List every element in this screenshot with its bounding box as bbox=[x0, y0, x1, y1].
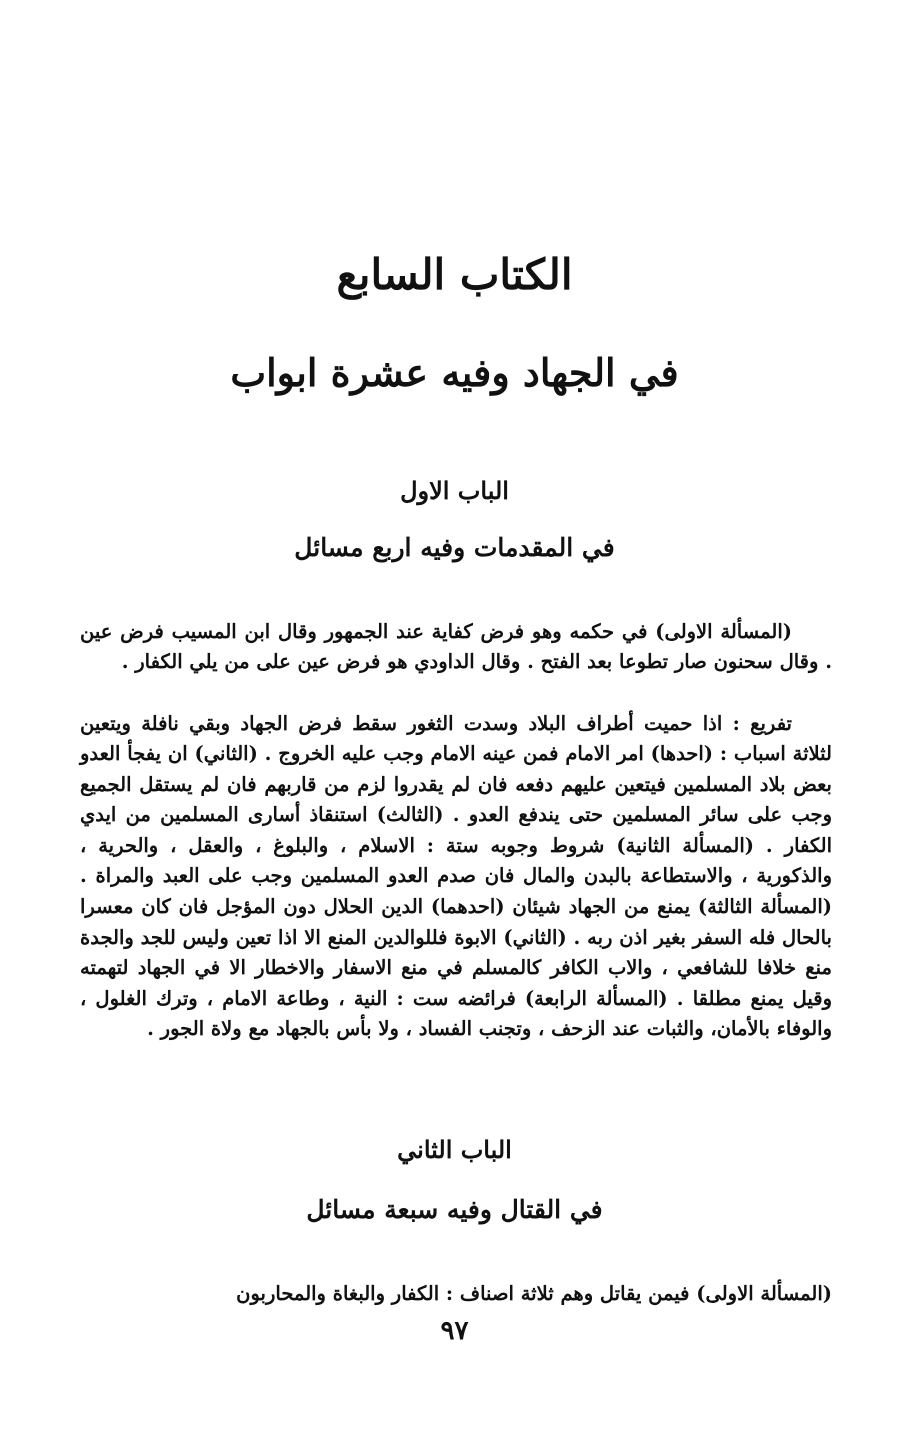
chapter-1-paragraph-2: تفريع : اذا حميت أطراف البلاد وسدت الثغور سقط فرض الجهاد وبقي نافلة ويتعين لثلاثة اسباب : (احدها) امر الامام فمن عينه الامام وجب عليه الخروج . (الثاني) ان يفجأ العدو بعض بلاد المسلمين فيتعين عليهم دفعه فان لم يقدروا لزم من قاربهم فان لم يستقل الجميع وجب على سائر المسلمين حتى يندفع العدو . (الثالث) استنقاذ أسارى المسلمين من ايدي الكفار . (المسألة الثانية) شروط وجوبه ستة : الاسلام ، والبلوغ ، والعقل ، والحرية ، والذكورية ، والاستطاعة بالبدن والمال فان صدم العدو المسلمين وجب على العبد والمراة . (المسألة الثالثة) يمنع من الجهاد شيئان (احدهما) الدين الحلال دون المؤجل فان كان معسرا بالحال فله السفر بغير اذن ربه . (الثاني) الابوة فللوالدين المنع الا اذا تعين وليس للجد والجدة منع خلافا للشافعي ، والاب الكافر كالمسلم في منع الاسفار والاخطار الا في الجهاد لتهمته وقيل يمنع مطلقا . (المسألة الرابعة) فرائضه ست : النية ، وطاعة الامام ، وترك الغلول ، والوفاء بالأمان، والثبات عند الزحف ، وتجنب الفساد ، ولا بأس بالجهاد مع ولاة الجور . bbox=[80, 711, 832, 1041]
chapter-1-paragraph-1: (المسألة الاولى) في حكمه وهو فرض كفاية عند الجمهور وقال ابن المسيب فرض عين . وقال سحنون صار تطوعا بعد الفتح . وقال الداودي هو فرض عين على من يلي الكفار . bbox=[80, 619, 832, 674]
book-title: الكتاب السابع bbox=[336, 250, 573, 299]
book-subtitle: في الجهاد وفيه عشرة ابواب bbox=[230, 350, 679, 395]
chapter-1-subtitle: في المقدمات وفيه اربع مسائل bbox=[294, 533, 615, 562]
chapter-2-paragraph-1: (المسألة الاولى) فيمن يقاتل وهم ثلاثة اصناف : الكفار والبغاة والمحاربون bbox=[236, 1281, 832, 1305]
chapter-2-title: الباب الثاني bbox=[397, 1135, 512, 1164]
page-number: ٩٧ bbox=[440, 1316, 469, 1346]
chapter-2-subtitle: في القتال وفيه سبعة مسائل bbox=[306, 1195, 603, 1224]
chapter-1-title: الباب الاول bbox=[400, 476, 509, 505]
